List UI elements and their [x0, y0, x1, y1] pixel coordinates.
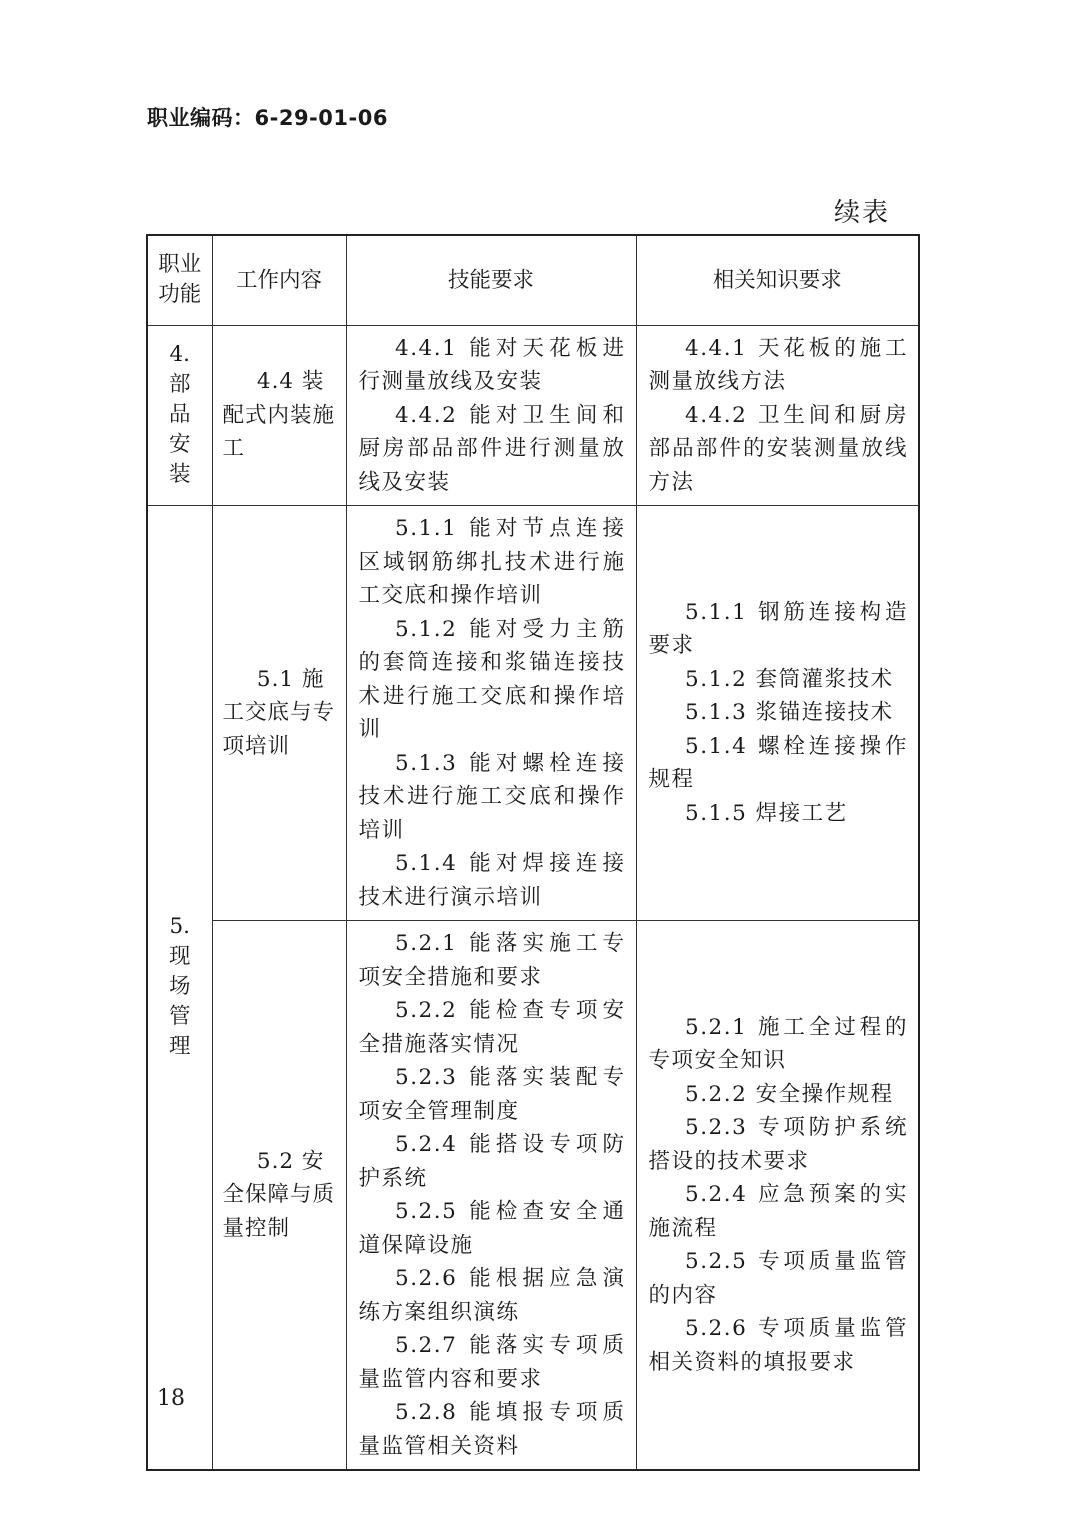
list-item: 5.2.1 能落实施工专项安全措施和要求: [358, 931, 626, 990]
function-cell: 5.现场管理: [147, 506, 212, 1471]
header-skills: 技能要求: [346, 235, 636, 325]
header-knowledge: 相关知识要求: [636, 235, 919, 325]
requirements-table: [146, 234, 920, 1471]
header-function: 职业功能: [147, 235, 212, 325]
list-item: 5.1.1 钢筋连接构造要求: [648, 599, 908, 659]
list-item: 5.1.3 能对螺栓连接技术进行施工交底和操作培训: [358, 750, 626, 843]
list-item: 5.2.2 安全操作规程: [685, 1081, 894, 1107]
table-row: [147, 325, 919, 506]
work-content-cell: 5.1 施工交底与专项培训: [212, 506, 346, 921]
list-item: 5.2.2 能检查专项安全措施落实情况: [358, 998, 626, 1057]
table-header-row: [147, 235, 919, 325]
list-item: 5.2.4 能搭设专项防护系统: [358, 1132, 626, 1191]
list-item: 5.1.3 浆锚连接技术: [685, 700, 894, 726]
list-item: 5.1.4 能对焊接连接技术进行演示培训: [358, 851, 626, 910]
knowledge-cell: [636, 325, 919, 506]
list-item: 5.2.7 能落实专项质量监管内容和要求: [358, 1333, 626, 1392]
list-item: 5.2.3 能落实装配专项安全管理制度: [358, 1065, 626, 1124]
knowledge-cell: [636, 506, 919, 921]
list-item: 5.1.5 焊接工艺: [685, 800, 848, 826]
list-item: 5.2.3 专项防护系统搭设的技术要求: [648, 1115, 908, 1174]
work-content-cell: 5.2 安全保障与质量控制: [212, 921, 346, 1471]
list-item: 5.2.5 能检查安全通道保障设施: [358, 1199, 626, 1258]
page-number: 18: [157, 1386, 185, 1411]
list-item: 5.1.4 螺栓连接操作规程: [648, 733, 908, 793]
list-item: 5.1.2 套筒灌浆技术: [685, 666, 894, 692]
list-item: 5.2.6 专项质量监管相关资料的填报要求: [648, 1316, 908, 1375]
list-item: 5.2.4 应急预案的实施流程: [648, 1182, 908, 1241]
list-item: 5.2.1 施工全过程的专项安全知识: [648, 1014, 908, 1074]
list-item: 5.2.8 能填报专项质量监管相关资料: [358, 1400, 626, 1459]
table-row: [147, 506, 919, 921]
skills-cell: [346, 506, 636, 921]
list-item: 4.4.2 能对卫生间和厨房部品部件进行测量放线及安装: [358, 402, 626, 495]
function-cell: 4.部品安装: [147, 325, 212, 506]
header-work-content: 工作内容: [212, 235, 346, 325]
continued-table-label: 续表: [833, 198, 890, 228]
list-item: 4.4.1 能对天花板进行测量放线及安装: [358, 335, 626, 394]
skills-cell: [346, 921, 636, 1471]
list-item: 5.2.6 能根据应急演练方案组织演练: [358, 1266, 626, 1325]
occupation-code: 职业编码：6-29-01-06: [147, 106, 388, 130]
list-item: 5.1.1 能对节点连接区域钢筋绑扎技术进行施工交底和操作培训: [358, 516, 626, 608]
skills-cell: [346, 325, 636, 506]
work-content-cell: 4.4 装配式内装施工: [212, 325, 346, 506]
list-item: 4.4.2 卫生间和厨房部品部件的安装测量放线方法: [648, 402, 908, 495]
list-item: 5.2.5 专项质量监管的内容: [648, 1249, 908, 1308]
list-item: 4.4.1 天花板的施工测量放线方法: [648, 335, 908, 394]
table-row: [147, 921, 919, 1471]
list-item: 5.1.2 能对受力主筋的套筒连接和浆锚连接技术进行施工交底和操作培训: [358, 616, 626, 742]
knowledge-cell: [636, 921, 919, 1471]
